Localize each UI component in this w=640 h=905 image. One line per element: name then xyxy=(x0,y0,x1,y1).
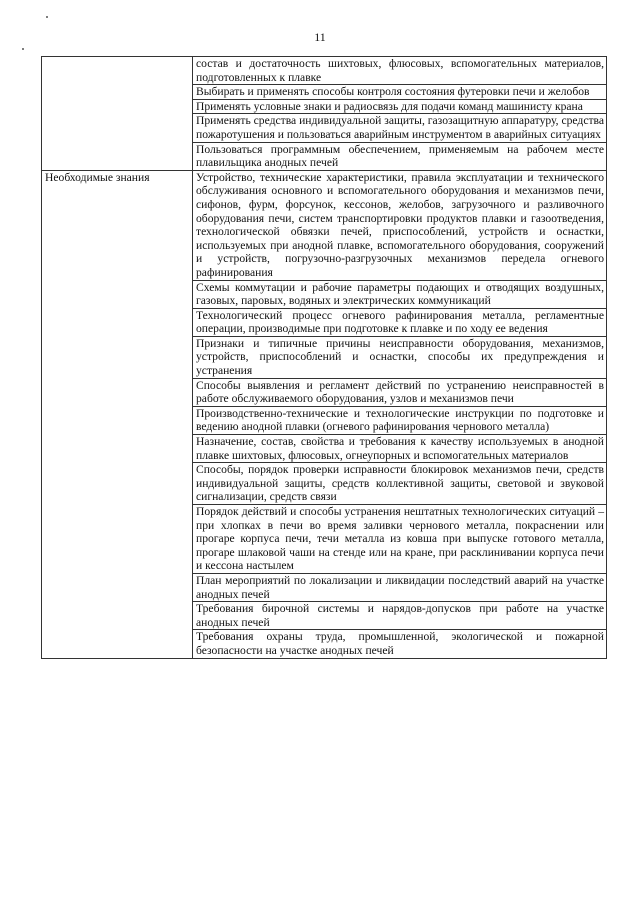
table-row xyxy=(42,170,607,280)
knowledge-item: Признаки и типичные причины неисправности оборудования, механизмов, устройств, приспособлений и оснастки, способы их предупреждения и устранения xyxy=(193,336,607,378)
knowledge-item: Технологический процесс огневого рафинирования металла, регламентные операции, производимые при подготовке к плавке и по ходу ее ведения xyxy=(193,308,607,336)
knowledge-item: Способы выявления и регламент действий по устранению неисправностей в работе обслуживаемого оборудования, узлов и механизмов печи xyxy=(193,378,607,406)
knowledge-label: Необходимые знания xyxy=(42,170,193,658)
skill-item: состав и достаточность шихтовых, флюсовых, вспомогательных материалов, подготовленных к плавке xyxy=(193,57,607,85)
skill-item: Пользоваться программным обеспечением, применяемым на рабочем месте плавильщика анодных печей xyxy=(193,142,607,170)
knowledge-item: Способы, порядок проверки исправности блокировок механизмов печи, средств индивидуальной защиты, средств коллективной защиты, световой и звуковой сигнализации, средств связи xyxy=(193,463,607,505)
knowledge-item: План мероприятий по локализации и ликвидации последствий аварий на участке анодных печей xyxy=(193,573,607,601)
page-number: 11 xyxy=(314,30,326,44)
skill-item: Выбирать и применять способы контроля состояния футеровки печи и желобов xyxy=(193,85,607,100)
skill-item: Применять средства индивидуальной защиты, газозащитную аппаратуру, средства пожаротушения и пользоваться аварийным инструментом в аварийных ситуациях xyxy=(193,114,607,142)
scan-speck xyxy=(46,16,48,18)
knowledge-item: Схемы коммутации и рабочие параметры подающих и отводящих воздушных, газовых, паровых, водяных и электрических коммуникаций xyxy=(193,280,607,308)
knowledge-item: Производственно-технические и технологические инструкции по подготовке и ведению анодной плавки (огневого рафинирования чернового металла) xyxy=(193,406,607,434)
knowledge-item: Назначение, состав, свойства и требования к качеству используемых в анодной плавке шихтовых, флюсовых, огнеупорных и вспомогательных материалов xyxy=(193,435,607,463)
knowledge-item: Требования охраны труда, промышленной, экологической и пожарной безопасности на участке анодных печей xyxy=(193,630,607,658)
skill-item: Применять условные знаки и радиосвязь для подачи команд машинисту крана xyxy=(193,99,607,114)
table-row xyxy=(42,57,607,85)
knowledge-item: Устройство, технические характеристики, правила эксплуатации и технического обслуживания основного и вспомогательного оборудования и механизмов печи, сифонов, фурм, форсунок, кессонов, желобов, загрузочного и разливочного оборудования печи, систем транспортировки продуктов плавки и газоотведения, технологической обвязки печей, приспособлений, устройств и оснастки, используемых при анодной плавке, вспомогательного оборудования, сооружений и устройств, погрузочно-разгрузочных механизмов передела огневого рафинирования xyxy=(193,170,607,280)
competency-table xyxy=(41,56,607,659)
skills-label-cell xyxy=(42,57,193,171)
knowledge-item: Требования бирочной системы и нарядов-допусков при работе на участке анодных печей xyxy=(193,602,607,630)
scan-speck xyxy=(22,48,24,50)
knowledge-item: Порядок действий и способы устранения нештатных технологических ситуаций – при хлопках в печи во время заливки чернового металла, покраснении или прогаре корпуса печи, течи металла из ковша при выпуске готового металла, прогаре шлаковой чаши на стенде или на кране, при расклинивании корпуса печи и кессона настылем xyxy=(193,505,607,574)
